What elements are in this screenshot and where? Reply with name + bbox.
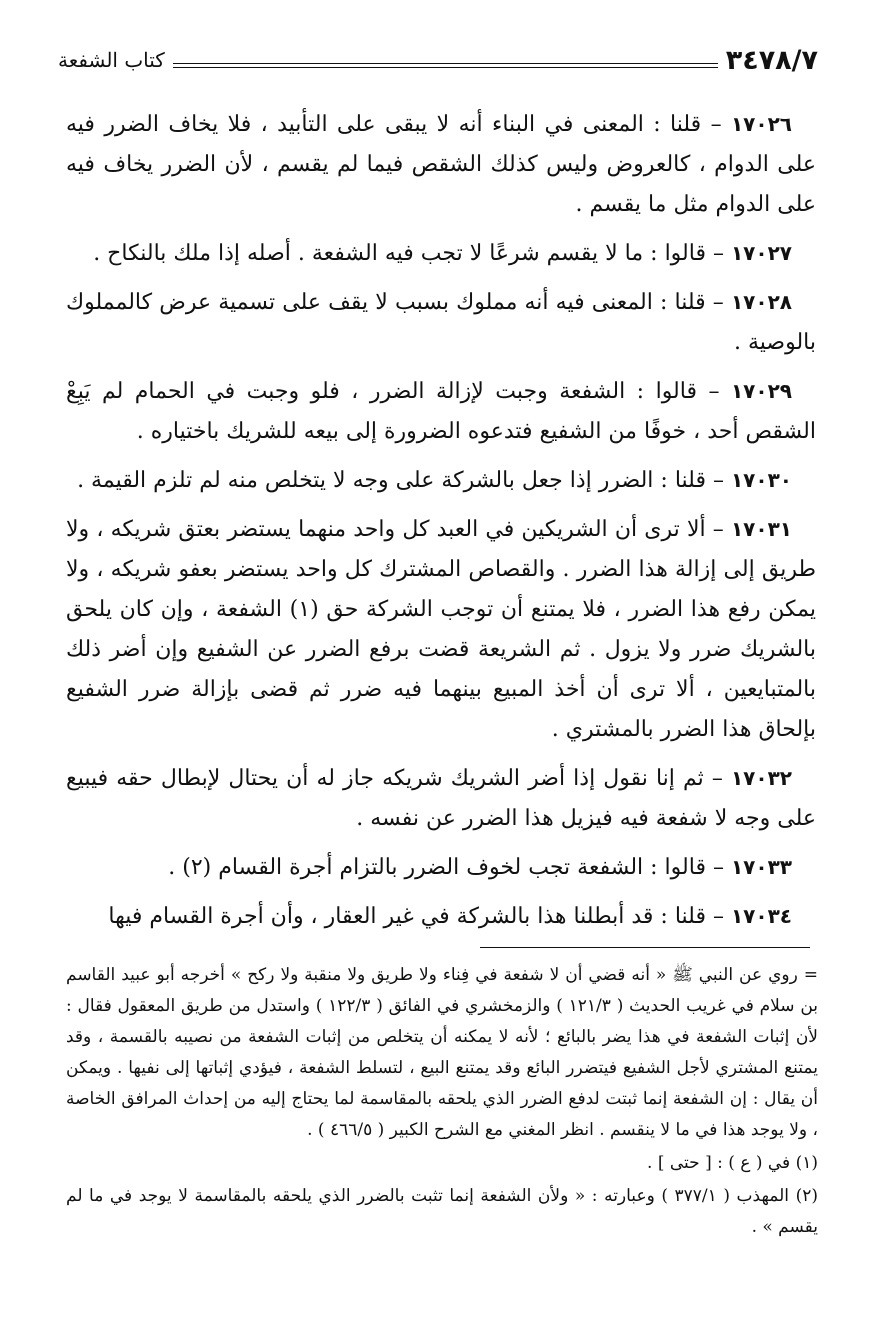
main-text xyxy=(66,104,816,945)
paragraph xyxy=(66,758,816,839)
paragraph-number: ١٧٠٣٠ xyxy=(730,468,792,492)
footnote-continuation: = روي عن النبي ﷺ « أنه قضي أن لا شفعة في فِناء ولا طريق ولا منقبة ولا ركح » أخرجه أبو عبيد القاسم بن سلام في غريب الحديث ( ١٢١/٣ ) والزمخشري في الفائق ( ١٢٢/٣ ) واستدل من طريق المعقول فقال : لأن إثبات الشفعة في هذا يضر بالبائع ؛ لأنه لا يمكنه أن يتخلص من إثبات الشفعة من نصيبه بالقسمة ، وقد يمتنع المشتري لأجل الشفيع فيتضرر البائع وقد يمتنع البيع ، لتسلط الشفعة ، فيؤدي إثباتها إلى نفيها . ويمكن أن يقال : إن الشفعة إنما ثبتت لدفع الضرر الذي يلحقه بالمقاسمة لما يحتاج إليه من إحداث المرافق الخاصة ، ولا يوجد هذا في ما لا ينقسم . انظر المغني مع الشرح الكبير ( ٤٦٦/٥ ) . xyxy=(66,965,819,1140)
paragraph-text: – قلنا : المعنى فيه أنه مملوك بسبب لا يقف على تسمية عرض كالمملوك بالوصية . xyxy=(66,290,816,355)
footnotes xyxy=(66,960,818,1245)
paragraph-text: – قلنا : المعنى في البناء أنه لا يبقى على التأبيد ، فلا يخاف الضرر فيه على الدوام ، كالعروض وليس كذلك الشقص فيما لم يقسم ، لأن الضرر يخاف فيه على الدوام مثل ما يقسم . xyxy=(66,112,817,217)
footnote-2: (٢) المهذب ( ٣٧٧/١ ) وعبارته : « ولأن الشفعة إنما تثبت بالضرر الذي يلحقه بالمقاسمة لا يوجد في ما لم يقسم » . xyxy=(66,1186,818,1237)
footnote-1: (١) في ( ع ) : [ حتى ] . xyxy=(647,1153,818,1173)
paragraph-text: – ألا ترى أن الشريكين في العبد كل واحد منهما يستضر بعتق شريكه ، ولا طريق إلى إزالة هذا الضرر . والقصاص المشترك كل واحد يستضر بعفو شريكه ، ولا يمكن رفع هذا الضرر ، فلا يمتنع أن توجب الشركة حق (١) الشفعة ، وإن كان يلحق بالشريك ضرر ولا يزول . ثم الشريعة قضت برفع الضرر عن الشفيع وإن أضر ذلك بالمتبايعين ، ألا ترى أن أخذ المبيع بينهما فيه ضرر ثم قضى بإزالة ضرر الشفيع بإلحاق هذا الضرر بالمشتري . xyxy=(66,517,817,742)
paragraph-number: ١٧٠٣١ xyxy=(730,517,792,541)
paragraph xyxy=(66,460,816,501)
paragraph-text: – قالوا : ما لا يقسم شرعًا لا تجب فيه الشفعة . أصله إذا ملك بالنكاح . xyxy=(93,241,731,266)
paragraph xyxy=(66,104,816,225)
paragraph xyxy=(66,509,816,750)
book-title: كتاب الشفعة xyxy=(58,48,165,72)
paragraph-number: ١٧٠٢٧ xyxy=(730,241,792,265)
paragraph-text: – قالوا : الشفعة وجبت لإزالة الضرر ، فلو وجبت في الحمام لم يَبِعْ الشقص أحد ، خوفًا من الشفيع فتدعوه الضرورة إلى بيعه للشريك باختياره . xyxy=(66,379,816,444)
paragraph-text: – قالوا : الشفعة تجب لخوف الضرر بالتزام أجرة القسام (٢) . xyxy=(168,855,731,880)
footnote-separator xyxy=(480,947,810,948)
paragraph xyxy=(66,847,816,888)
paragraph-number: ١٧٠٣٣ xyxy=(730,855,792,879)
paragraph xyxy=(66,282,816,363)
paragraph xyxy=(66,233,816,274)
paragraph-text: – قلنا : قد أبطلنا هذا بالشركة في غير العقار ، وأن أجرة القسام فيها xyxy=(108,904,731,929)
paragraph-number: ١٧٠٢٩ xyxy=(730,379,792,403)
paragraph xyxy=(66,371,816,452)
paragraph-number: ١٧٠٢٨ xyxy=(730,290,792,314)
paragraph-text: – ثم إنا نقول إذا أضر الشريك شريكه جاز له أن يحتال لإبطال حقه فيبيع على وجه لا شفعة فيه فيزيل هذا الضرر عن نفسه . xyxy=(66,766,816,831)
paragraph-number: ١٧٠٣٤ xyxy=(730,904,792,928)
paragraph-text: – قلنا : الضرر إذا جعل بالشركة على وجه لا يتخلص منه لم تلزم القيمة . xyxy=(77,468,731,493)
paragraph-number: ١٧٠٣٢ xyxy=(730,766,792,790)
paragraph-number: ١٧٠٢٦ xyxy=(730,112,792,136)
paragraph xyxy=(66,896,816,937)
page-header xyxy=(58,40,818,80)
header-rule xyxy=(173,63,718,68)
page-number: ٣٤٧٨/٧ xyxy=(725,44,818,76)
